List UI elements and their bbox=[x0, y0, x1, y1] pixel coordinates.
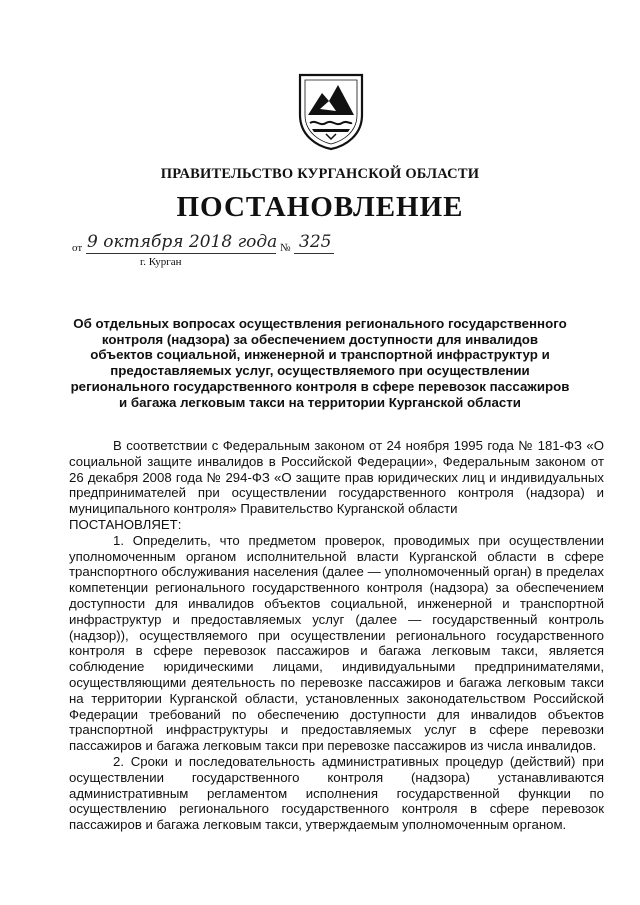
handwritten-number: 325 bbox=[299, 232, 332, 252]
handwritten-date: 9 октября 2018 года bbox=[87, 232, 278, 252]
document-body bbox=[69, 438, 604, 833]
coat-of-arms-icon bbox=[296, 71, 366, 151]
resolves-keyword: ПОСТАНОВЛЯЕТ: bbox=[69, 516, 182, 532]
date-from-label: от bbox=[72, 242, 83, 254]
number-underline bbox=[294, 253, 334, 254]
document-title: Об отдельных вопросах осуществления регионального государственного контроля (надзора) за обеспечением доступности для инвалидов объектов социальной, инженерной и транспортной инфраструктур и предоставляемых услуг, осуществляемого при осуществлении регионального государственного контроля в сфере перевозок пассажиров и багажа легковым такси на территории Курганской области bbox=[70, 316, 570, 410]
item-1-paragraph: 1. Определить, что предметом проверок, проводимых при осуществлении уполномоченным органом исполнительной власти Курганской области в сфере транспортного обслуживания населения (далее — уполномоченный орган) в пределах компетенции регионального государственного контроля (надзора) за обеспечением доступности для инвалидов объектов социальной, инженерной и транспортной инфраструктур и предоставляемых услуг (далее — государственный контроль (надзор)), осуществляемого при осуществлении регионального государственного контроля в сфере перевозок пассажиров и багажа легковым такси, является соблюдение юридическими лицами, индивидуальными предпринимателями, осуществляющими деятельность по перевозке пассажиров и багажа легковым такси на территории Курганской области, установленных законодательством Российской Федерации требований по обеспечению доступности для инвалидов объектов транспортной инфраструктуры и предоставляемых услуг в сфере перевозки пассажиров и багажа легковым такси при перевозке пассажиров из числа инвалидов. bbox=[69, 532, 604, 754]
government-name: ПРАВИТЕЛЬСТВО КУРГАНСКОЙ ОБЛАСТИ bbox=[160, 166, 480, 182]
date-underline bbox=[86, 253, 276, 254]
date-number-line bbox=[72, 232, 412, 276]
number-label: № bbox=[280, 242, 291, 254]
city-label: г. Курган bbox=[140, 256, 182, 268]
preamble-paragraph: В соответствии с Федеральным законом от 24 ноября 1995 года № 181-ФЗ «О социальной защите инвалидов в Российской Федерации», Федеральным законом от 26 декабря 2008 года № 294-ФЗ «О защите прав юридических лиц и индивидуальных предпринимателей при осуществлении государственного контроля (надзора) и муниципального контроля» Правительство Курганской области bbox=[69, 438, 604, 517]
item-2-paragraph: 2. Сроки и последовательность административных процедур (действий) при осуществлении государственного контроля (надзора) устанавливаются административным регламентом исполнения государственной функции по осуществлению регионального государственного контроля в сфере перевозок пассажиров и багажа легковым такси, утверждаемым уполномоченным органом. bbox=[69, 753, 604, 833]
document-type-heading: ПОСТАНОВЛЕНИЕ bbox=[176, 191, 464, 223]
